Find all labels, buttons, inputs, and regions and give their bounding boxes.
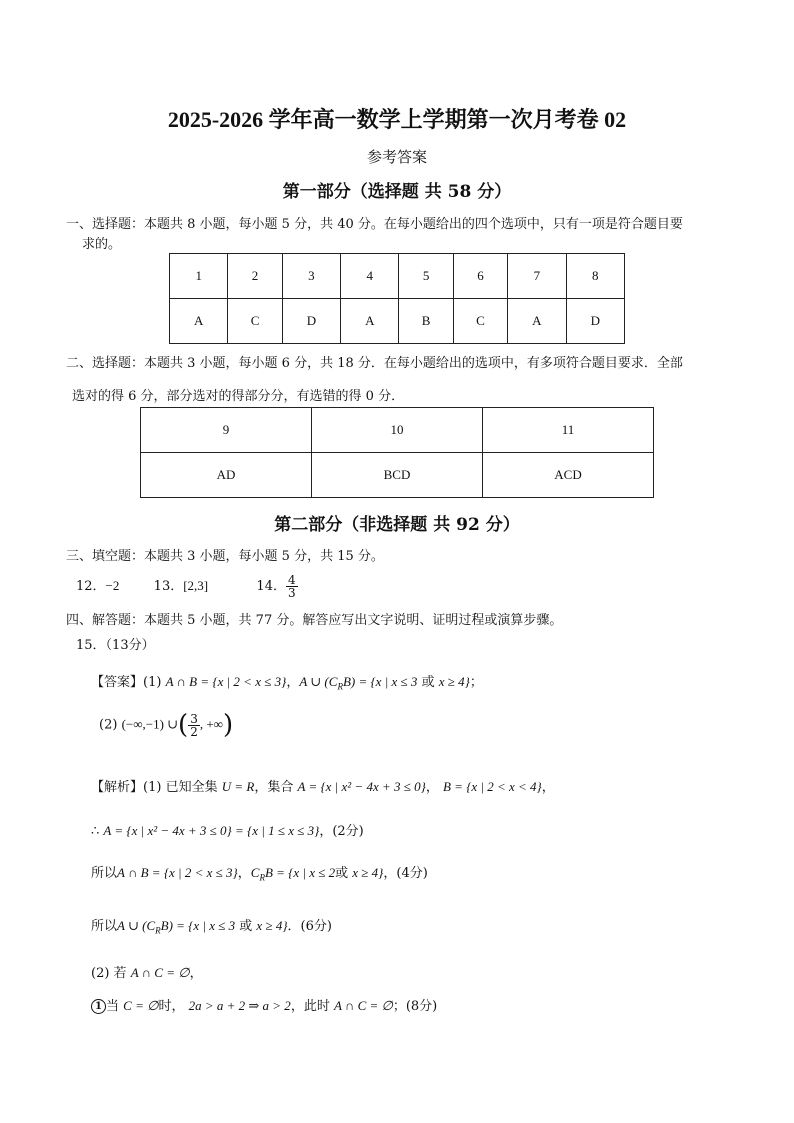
table1-cell: 8 bbox=[566, 254, 624, 299]
score-note: ；(8分) bbox=[392, 999, 438, 1014]
table1-cell: 2 bbox=[228, 254, 282, 299]
analysis-line-2 bbox=[91, 820, 364, 839]
analysis-text: 当 bbox=[106, 999, 120, 1014]
table1-cell: A bbox=[341, 299, 399, 344]
score-note: ，(4分) bbox=[383, 866, 428, 881]
set-a-definition: A = {x | x² − 4x + 3 ≤ 0} bbox=[297, 779, 426, 794]
answer-intersection-expr: A ∩ B = {x | 2 < x ≤ 3} bbox=[165, 674, 287, 689]
or-word: 或 bbox=[239, 919, 253, 934]
subscript-r: R bbox=[259, 872, 265, 883]
choice-answer-table-2 bbox=[140, 407, 654, 498]
c-empty-condition: C = ∅ bbox=[123, 998, 159, 1013]
q14-label: 14． bbox=[256, 579, 286, 594]
page-title: 2025-2026 学年高一数学上学期第一次月考卷 02 bbox=[167, 107, 627, 132]
table2-cell: BCD bbox=[312, 453, 483, 498]
separator: ， bbox=[425, 780, 439, 795]
table1-cell: C bbox=[453, 299, 507, 344]
separator: ； bbox=[469, 675, 483, 690]
q14-fraction bbox=[286, 574, 298, 599]
answer-line-2: (2) (−∞,−1) ∪( $\frac{3}{2}$ , +∞) bbox=[99, 710, 234, 740]
score-note: ，(2分) bbox=[319, 824, 364, 839]
fill-answers-row bbox=[76, 574, 298, 599]
q12-answer: −2 bbox=[105, 578, 120, 593]
table1-number-row bbox=[170, 254, 625, 299]
inequality-derivation: 2a > a + 2 ⇒ a > 2 bbox=[188, 998, 291, 1013]
separator: ， bbox=[541, 780, 555, 795]
set-a-solved: A = {x | x² − 4x + 3 ≤ 0} = {x | 1 ≤ x ≤ 3} bbox=[103, 823, 320, 838]
analysis-text: 时， bbox=[158, 999, 185, 1014]
table1-answer-row bbox=[170, 299, 625, 344]
q12-label: 12． bbox=[76, 579, 106, 594]
analysis-tag: 【解析】 bbox=[91, 780, 144, 795]
complement-expr-b: B = {x | x ≤ 2 bbox=[264, 865, 336, 880]
answer-fraction-numerator: 3 bbox=[190, 711, 198, 726]
table1-cell: 7 bbox=[508, 254, 566, 299]
subscript-r: R bbox=[337, 681, 343, 692]
table1-cell: C bbox=[228, 299, 282, 344]
table1-cell: 6 bbox=[453, 254, 507, 299]
table2-cell: ACD bbox=[483, 453, 654, 498]
part2-title: 第二部分（非选择题 共 92 分） bbox=[274, 515, 520, 535]
table1-cell: D bbox=[282, 299, 340, 344]
analysis-line-5 bbox=[91, 962, 203, 981]
q14-denominator: 3 bbox=[287, 586, 296, 600]
answer-tag: 【答案】 bbox=[91, 675, 144, 690]
table1-cell: 3 bbox=[282, 254, 340, 299]
analysis-line-1 bbox=[91, 776, 555, 795]
table2-number-row bbox=[141, 408, 654, 453]
analysis-line-3 bbox=[91, 862, 428, 883]
table1-cell: D bbox=[566, 299, 624, 344]
table1-cell: A bbox=[170, 299, 228, 344]
table2-cell: 10 bbox=[312, 408, 483, 453]
answer-fraction-denominator: 2 bbox=[190, 724, 198, 739]
choice-answer-table-1 bbox=[169, 253, 625, 344]
section2-instructions-line2: 选对的得 6 分，部分选对的得部分分，有选错的得 0 分． bbox=[72, 389, 405, 404]
answer-interval-left: (−∞,−1) ∪ bbox=[121, 716, 179, 732]
table1-cell: A bbox=[508, 299, 566, 344]
universal-set-expr: U = R bbox=[221, 779, 255, 794]
part1-title: 第一部分（选择题 共 58 分） bbox=[282, 182, 512, 202]
therefore-symbol: ∴ bbox=[91, 824, 100, 839]
score-note: ．(6分) bbox=[287, 919, 332, 934]
answer-union-expr-a: A ∪ (C bbox=[299, 674, 338, 689]
union-expr-c: x ≥ 4} bbox=[256, 918, 288, 933]
analysis-line-6 bbox=[91, 995, 437, 1014]
section1-instructions-line2: 求的。 bbox=[82, 237, 122, 252]
table2-cell: 11 bbox=[483, 408, 654, 453]
complement-expr-c: x ≥ 4} bbox=[352, 865, 384, 880]
answer-fraction bbox=[188, 713, 200, 738]
q15-header: 15．（13分） bbox=[76, 638, 155, 653]
intersection-result: A ∩ B = {x | 2 < x ≤ 3} bbox=[117, 865, 238, 880]
table1-cell: 1 bbox=[170, 254, 228, 299]
q14-numerator: 4 bbox=[287, 573, 296, 587]
analysis-text: 所以 bbox=[91, 866, 118, 881]
circled-number-icon: 1 bbox=[91, 999, 106, 1014]
analysis-text: (1) 已知全集 bbox=[143, 780, 218, 795]
analysis-text: 所以 bbox=[91, 919, 118, 934]
table1-cell: 4 bbox=[341, 254, 399, 299]
table2-cell: 9 bbox=[141, 408, 312, 453]
answer-part2-label: (2) bbox=[99, 717, 118, 733]
empty-intersection-condition: A ∩ C = ∅ bbox=[130, 965, 190, 980]
section1-instructions-line1: 一、选择题：本题共 8 小题，每小题 5 分，共 40 分。在每小题给出的四个选项中，只有一项是符合题目要 bbox=[66, 217, 683, 232]
union-expr-b: B) = {x | x ≤ 3 bbox=[160, 918, 236, 933]
section4-instructions: 四、解答题：本题共 5 小题，共 77 分。解答应写出文字说明、证明过程或演算步骤。 bbox=[66, 613, 563, 628]
separator: ， bbox=[286, 675, 300, 690]
set-b-definition: B = {x | 2 < x < 4} bbox=[442, 779, 542, 794]
answer-interval-right: , +∞ bbox=[199, 716, 223, 732]
or-word: 或 bbox=[335, 866, 349, 881]
q13-label: 13． bbox=[153, 579, 184, 594]
separator: ， bbox=[189, 966, 203, 981]
section3-instructions: 三、填空题：本题共 3 小题，每小题 5 分，共 15 分。 bbox=[66, 549, 384, 564]
table2-answer-row bbox=[141, 453, 654, 498]
union-expr-a: A ∪ (C bbox=[117, 918, 156, 933]
separator: ， bbox=[237, 866, 251, 881]
table2-cell: AD bbox=[141, 453, 312, 498]
answer-line-1 bbox=[91, 671, 483, 692]
analysis-text: ，此时 bbox=[290, 999, 330, 1014]
analysis-line-4 bbox=[91, 915, 332, 936]
analysis-text: (2) 若 bbox=[91, 966, 127, 981]
answer-part1-label: (1) bbox=[143, 675, 162, 690]
subscript-r: R bbox=[155, 925, 161, 936]
answer-union-expr-b: B) = {x | x ≤ 3 bbox=[342, 674, 418, 689]
table1-cell: 5 bbox=[399, 254, 453, 299]
or-word: 或 bbox=[421, 675, 435, 690]
complement-expr-a: C bbox=[250, 865, 260, 880]
answer-union-expr-c: x ≥ 4} bbox=[438, 674, 470, 689]
section2-instructions-line1: 二、选择题：本题共 3 小题，每小题 6 分，共 18 分．在每小题给出的选项中，有多项符合题目要求．全部 bbox=[66, 356, 683, 371]
analysis-text: ，集合 bbox=[254, 780, 294, 795]
intersection-empty-result: A ∩ C = ∅ bbox=[333, 998, 393, 1013]
table1-cell: B bbox=[399, 299, 453, 344]
page-subtitle: 参考答案 bbox=[366, 148, 427, 166]
q13-answer: [2,3] bbox=[183, 578, 209, 593]
